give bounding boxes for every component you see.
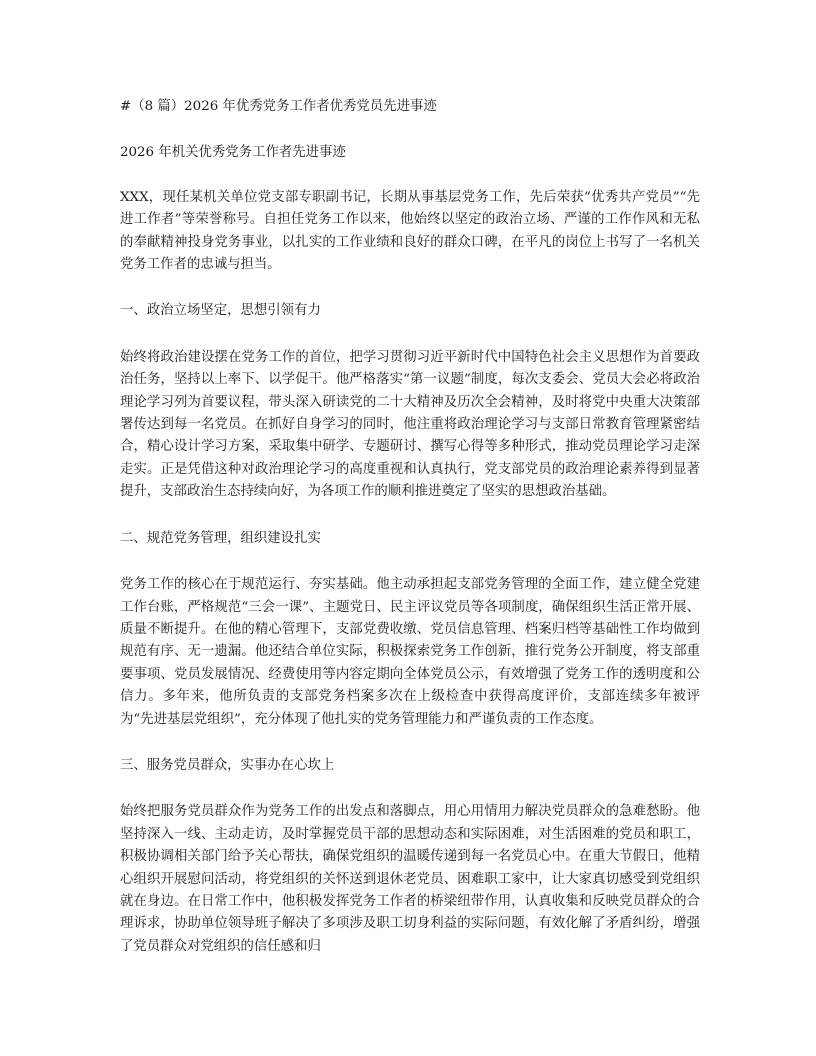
section-body-3: 始终把服务党员群众作为党务工作的出发点和落脚点，用心用情用力解决党员群众的急难愁盼。他坚持深入一线、主动走访，及时掌握党员干部的思想动态和实际困难，对生活困难的党员和职工，积极协调相关部门给予关心帮扶，确保党组织的温暖传递到每一名党员心中。在重大节假日，他精心组织开展慰问活动，将党组织的关怀送到退休老党员、困难职工家中，让大家真切感受到党组织就在身边。在日常工作中，他积极发挥党务工作者的桥梁纽带作用，认真收集和反映党员群众的合理诉求，协助单位领导班子解决了多项涉及职工切身利益的实际问题，有效化解了矛盾纠纷，增强了党员群众对党组织的信任感和归: [120, 804, 700, 954]
document-subtitle: 2026 年机关优秀党务工作者先进事迹: [120, 145, 346, 161]
document-page: [120, 96, 700, 982]
section-heading-1: 一、政治立场坚定，思想引领有力: [120, 303, 321, 319]
section-heading-3: 三、服务党员群众，实事办在心坎上: [120, 757, 335, 773]
section-body-1: 始终将政治建设摆在党务工作的首位，把学习贯彻习近平新时代中国特色社会主义思想作为首要政治任务，坚持以上率下、以学促干。他严格落实“第一议题”制度，每次支委会、党员大会必将政治理论学习列为首要议程，带头深入研读党的二十大精神及历次全会精神，及时将党中央重大决策部署传达到每一名党员。在抓好自身学习的同时，他注重将政治理论学习与支部日常教育管理紧密结合，精心设计学习方案，采取集中研学、专题研讨、撰写心得等多种形式，推动党员理论学习走深走实。正是凭借这种对政治理论学习的高度重视和认真执行，党支部党员的政治理论素养得到显著提升，支部政治生态持续向好，为各项工作的顺利推进奠定了坚实的思想政治基础。: [120, 349, 700, 500]
section-body-2: 党务工作的核心在于规范运行、夯实基础。他主动承担起支部党务管理的全面工作，建立健全党建工作台账，严格规范“三会一课”、主题党日、民主评议党员等各项制度，确保组织生活正常开展、质量不断提升。在他的精心管理下，支部党费收缴、党员信息管理、档案归档等基础性工作均做到规范有序、无一遗漏。他还结合单位实际，积极探索党务工作创新，推行党务公开制度，将支部重要事项、党员发展情况、经费使用等内容定期向全体党员公示，有效增强了党务工作的透明度和公信力。多年来，他所负责的支部党务档案多次在上级检查中获得高度评价，支部连续多年被评为“先进基层党组织”，充分体现了他扎实的党务管理能力和严谨负责的工作态度。: [120, 577, 700, 727]
section-heading-2: 二、规范党务管理，组织建设扎实: [120, 530, 321, 546]
document-title: #（8 篇）2026 年优秀党务工作者优秀党员先进事迹: [120, 99, 437, 114]
intro-paragraph: XXX，现任某机关单位党支部专职副书记，长期从事基层党务工作，先后荣获“优秀共产党员”“先进工作者”等荣誉称号。自担任党务工作以来，他始终以坚定的政治立场、严谨的工作作风和无私的奉献精神投身党务事业，以扎实的工作业绩和良好的群众口碑，在平凡的岗位上书写了一名机关党务工作者的忠诚与担当。: [120, 189, 700, 273]
